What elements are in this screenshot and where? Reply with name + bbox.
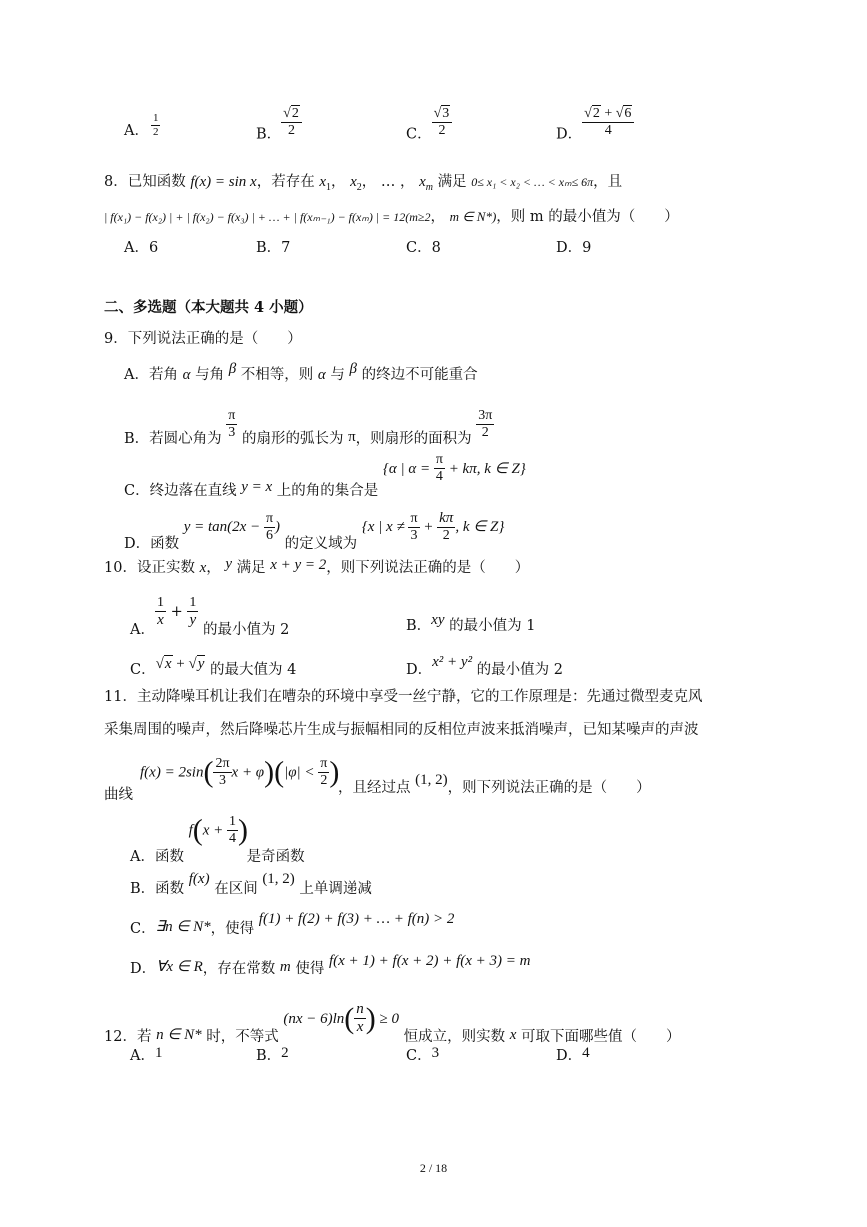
q8-option-d: D．9 [556,240,592,256]
q9-d-s2-num: kπ [437,510,455,528]
q9-c-set-r: + kπ, k ∈ Z} [444,460,526,477]
q8-comma1: ， [330,174,351,190]
q7-c-label: C． [406,126,432,143]
q12-option-c [406,1045,440,1064]
q12-t4: 可取下面哪些值（ ） [516,1028,681,1045]
q10-a-n1: 1 [155,595,166,612]
q8-stem-line2 [104,210,679,225]
q12-stem: 12．若 n ∈ N* 时，不等式 (nx − 6)ln( $\frac{n}{x}$ ) ≥ 0 恒成立，则实数 x 可取下面哪些值（ ） [104,1001,681,1045]
q11-cond-den: 2 [320,773,328,789]
q9-a-beta: β [228,361,237,377]
q12-c-label: C． [406,1048,432,1064]
q7-c-num: 3 [442,106,450,121]
q11-stem-line2: 采集周围的噪声，然后降噪芯片生成与振幅相同的反相位声波来抵消噪声，已知某噪声的声波 [104,722,699,738]
q12-d-label: D． [556,1048,583,1064]
q7-a-label: A． [124,123,149,140]
q9-d-s2-den: 2 [442,528,450,544]
q7-option-a [124,112,160,144]
q12-n: n ∈ N* [156,1026,202,1043]
q12-ineq-num: n [354,1001,366,1019]
q10-comma: ， [206,560,226,576]
q9-c-t1: C．终边落在直线 [124,482,242,499]
q8-sum-expr: | f(x₁) − f(x₂) | + | f(x₂) − f(x₃) | + … + | f(xₘ₋₁) − f(xₘ) | = 12(m≥2 [104,210,431,224]
q12-d-value: 4 [582,1045,590,1061]
q9-a-t4: 与 [325,367,350,383]
q9-d-s1-num: π [408,511,419,528]
q9-option-b [124,398,494,447]
q9-option-a [124,361,478,383]
q10-option-c: C．√x + √y 的最大值为 4 [130,656,297,678]
q9-d-plus: + [419,519,438,536]
q10-c-label: C． [130,662,156,678]
q10-b-text: 的最小值为 1 [444,618,536,634]
q9-c-line: y = x [241,478,273,495]
q10-stem-l: 10．设正实数 [104,560,200,576]
page-number: 2 / 18 [419,1161,448,1175]
q11-b-t2: 在区间 [209,881,263,897]
q7-b-label: B． [256,126,282,143]
q7-option-d: D． $\frac{√2 + √6}{4}$ [556,118,634,151]
q11-d-expr: f(x + 1) + f(x + 2) + f(x + 3) = m [328,953,531,969]
q9-c-t2: 上的角的集合是 [272,482,383,499]
q8-xm-sub: m [425,181,433,193]
q12-option-d [556,1045,590,1064]
q11-d-t2: ，存在常数 [202,961,280,977]
q9-c-set-den: 4 [435,469,443,485]
q11-f-num: 2π [213,756,231,773]
q9-d-s1-den: 3 [410,527,418,543]
q11-option-b [130,871,372,897]
q11-f-den: 3 [218,773,226,789]
q11-point: (1, 2) [415,772,448,788]
q9-d-fn-num: π [264,511,275,528]
q10-stem [104,556,530,576]
q9-a-beta2: β [349,361,357,377]
q10-option-b [406,612,536,634]
q9-b-pi: π [348,428,356,445]
q11-a-t1: A．函数 [130,848,189,865]
q7-d-num-left: 2 [592,106,600,121]
q12-a-label: A． [130,1048,155,1064]
q9-option-c [124,452,526,499]
q11-a-f: f [188,822,193,839]
q11-a-num: 1 [227,814,238,831]
q10-a-d1: x [157,612,164,629]
q8-option-b: B．7 [256,240,291,256]
q11-mid: ，且经过点 [338,780,416,796]
q9-b-f1-num: π [226,408,237,425]
q11-stem-line1: 11．主动降噪耳机让我们在嘈杂的环境中享受一丝宁静，它的工作原理是：先通过微型麦克风 [104,689,703,705]
q9-b-t3: ，则扇形的面积为 [355,430,477,447]
q9-d-t2: 的定义域为 [280,536,362,553]
q11-d-t3: 使得 [290,961,329,977]
q9-a-alpha2: α [317,367,326,383]
q10-b-expr: xy [431,612,445,628]
q8-tail: ，且 [593,174,623,190]
q10-c-text: 的最大值为 4 [205,662,297,678]
q11-f-l: f(x) = 2sin [140,764,204,781]
q12-ineq-r: ≥ 0 [375,1010,400,1027]
q9-a-t2: 与角 [190,367,229,383]
q8-x1-sub: 1 [325,181,331,193]
q11-a-x: x + [202,822,228,839]
q7-option-b: B． $\frac{√2}{2}$ [256,118,302,151]
q8-mid1: ，若存在 [256,174,320,190]
q7-d-den: 4 [604,123,612,139]
q8-x1: x [319,174,326,190]
q10-a-label: A． [130,622,155,639]
q9-d-set-l: {x | x ≠ [361,519,409,536]
q11-b-t3: 上单调递减 [294,881,372,897]
q10-c-r1: x [164,656,172,672]
q12-c-value: 3 [431,1045,440,1061]
q7-d-num-right: 6 [624,106,632,121]
q10-a-n2: 1 [187,595,198,612]
q11-d-t1: D． [130,961,157,977]
q10-d-expr: x² + y² [432,654,473,670]
q9-a-alpha: α [182,367,191,383]
q11-option-d [130,953,531,977]
q8-condition: 0≤ x₁ < x₂ < … < xₘ≤ 6π [471,175,594,189]
section-title: 二、多选题（本大题共 4 小题） [104,299,313,316]
q10-option-d [406,654,564,678]
q9-b-f1-den: 3 [228,425,236,441]
q7-d-plus: + [600,106,616,121]
q11-d-quantifier: ∀x ∈ R [156,959,203,975]
q7-c-den: 2 [438,123,446,139]
q10-a-d2: y [189,612,197,629]
q10-d-label: D． [406,662,433,678]
q12-option-b [256,1045,289,1064]
q12-t1: 12．若 [104,1028,157,1045]
q8-option-c: C．8 [406,240,441,256]
q10-stem-m: 满足 [232,560,271,576]
q12-x: x [509,1026,517,1043]
q10-x: x [199,560,207,576]
q8-x2-sub: 2 [356,181,362,193]
q12-option-a [130,1045,163,1064]
q8-func: f(x) = sin x [190,174,257,190]
q9-d-t1: D．函数 [124,536,184,553]
q8-stem-line1 [104,175,622,193]
q11-f-r: x + φ [231,764,265,781]
q11-b-f: f(x) [188,871,210,887]
q12-t3: 恒成立，则实数 [399,1028,510,1045]
q12-t2: 时，不等式 [201,1028,284,1045]
q10-c-r2: y [197,656,205,672]
q7-a-den: 2 [152,125,159,138]
q12-a-value: 1 [154,1045,163,1061]
q12-ineq-den: x [356,1019,364,1036]
q10-stem-r: ，则下列说法正确的是（ ） [326,560,530,576]
q7-a-num: 1 [152,112,159,124]
q11-d-m: m [279,959,291,975]
q11-c-t2: ，使得 [210,921,259,937]
q10-option-a [130,593,290,639]
q9-d-fn-den: 6 [266,527,273,543]
q10-cond: x + y = 2 [270,557,327,573]
q7-b-den: 2 [288,123,295,139]
q11-option-c [130,911,455,937]
q7-option-c: C． $\frac{√3}{2}$ [406,118,452,151]
q10-d-text: 的最小值为 2 [472,662,564,678]
q9-c-set-l: {α | α = [382,460,434,477]
q11-a-t2: 是奇函数 [242,848,305,865]
q8-mid2: ， [430,209,450,225]
q11-c-t1: C． [130,921,156,937]
q8-dots: ， … ， [361,174,420,190]
q9-b-t2: 的扇形的弧长为 [237,430,349,447]
q8-ask: ，则 m 的最小值为（ ） [496,209,679,225]
q9-option-d [124,510,505,553]
q9-b-f2-den: 2 [481,425,489,441]
q9-a-t1: A．若角 [124,367,183,383]
q12-ineq-l: (nx − 6)ln [283,1010,345,1027]
q9-b-f2-num: 3π [476,408,494,425]
q7-d-label: D． [556,126,583,143]
q9-d-set-r: , k ∈ Z} [455,519,505,536]
q8-xm: x [419,174,426,190]
q11-cond-l: |φ| < [284,764,319,781]
q10-y: y [225,556,233,572]
q11-cond-num: π [318,756,329,773]
q9-d-fn-l: y = tan(2x − [183,519,264,536]
q12-b-label: B． [256,1048,282,1064]
q12-b-value: 2 [281,1045,289,1061]
q9-stem: 9．下列说法正确的是（ ） [104,331,302,347]
q10-c-plus: + [172,656,189,672]
q11-b-interval: (1, 2) [262,871,295,887]
q7-b-num: 2 [291,106,299,121]
q10-b-label: B． [406,618,432,634]
q9-c-set-num: π [434,452,445,469]
q11-ask: ，则下列说法正确的是（ ） [447,780,651,796]
q11-a-den: 4 [229,831,237,847]
q11-option-a: A．函数 f(x + $\frac{1}{4}$ ) 是奇函数 [130,813,305,865]
q8-x2: x [350,174,357,190]
q8-satisfy: 满足 [433,174,472,190]
q11-c-expr: f(1) + f(2) + f(3) + … + f(n) > 2 [258,911,455,927]
q10-a-text: 的最小值为 2 [198,622,290,639]
q9-b-t1: B．若圆心角为 [124,430,227,447]
q11-stem-line3: 曲线 f(x) = 2sin( $\frac{2\pi}{3}$ x + φ)(|φ| < $\frac{\pi}{2}$ ) ，且经过点 (1, 2)，则下列说法正确的是（ ） [104,755,651,803]
q11-b-t1: B．函数 [130,881,189,897]
q11-c-quantifier: ∃n ∈ N* [155,919,211,935]
q8-prefix: 8．已知函数 [104,174,191,190]
q8-m-in: m ∈ N*) [449,209,497,224]
q9-a-t3: 不相等，则 [236,367,318,383]
q9-a-t5: 的终边不可能重合 [356,367,478,383]
q8-option-a: A．6 [124,240,159,256]
q11-curve: 曲线 [104,787,133,803]
q9-d-fn-r: ) [275,519,281,536]
q10-a-plus: + [165,604,188,621]
